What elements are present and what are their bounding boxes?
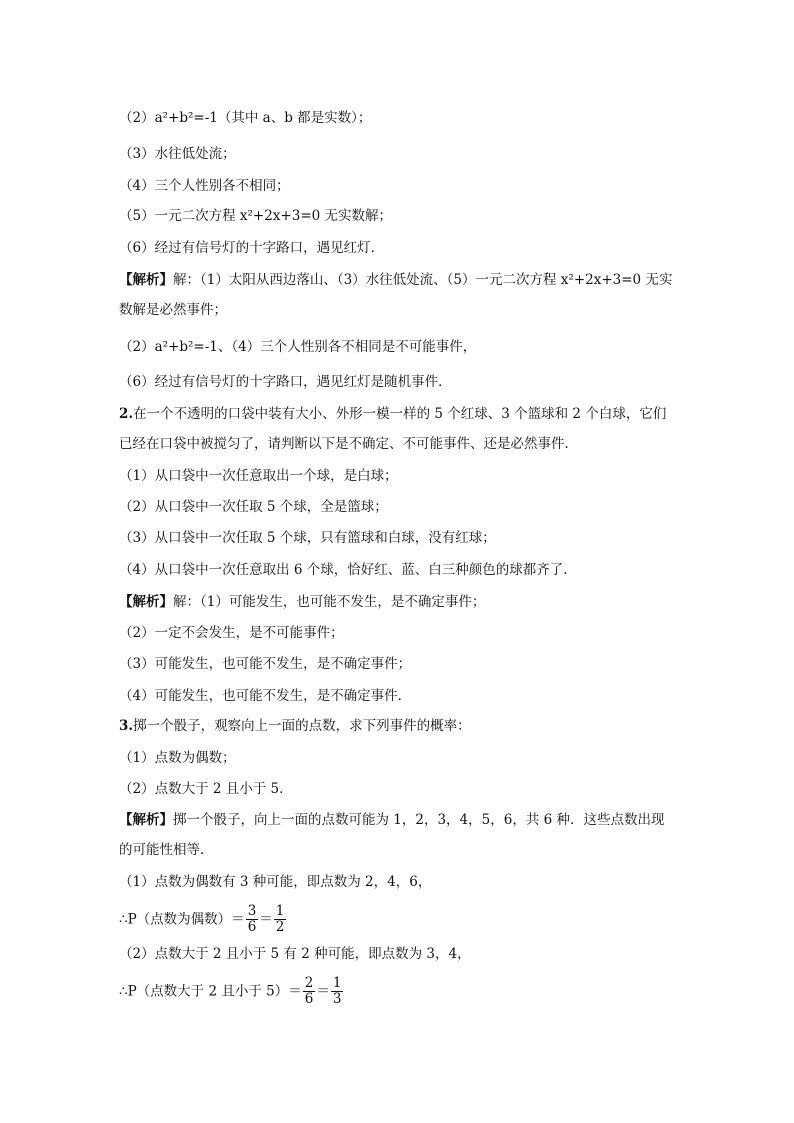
- text-line: （4）从口袋中一次任意取出 6 个球，恰好红、蓝、白三种颜色的球都齐了．: [119, 562, 577, 578]
- text-line: （3）可能发生，也可能不发生，是不确定事件；: [119, 656, 412, 672]
- analysis-tag: 【解析】: [119, 272, 173, 288]
- text-line: （6）经过有信号灯的十字路口，遇见红灯是随机事件．: [119, 374, 452, 390]
- text-line: （3）水往低处流；: [119, 146, 236, 162]
- analysis-tag: 【解析】: [119, 812, 173, 828]
- fraction: $\frac{1}{2}$: [275, 903, 285, 935]
- text-line: （5）一元二次方程 x²+2x+3=0 无实数解；: [119, 208, 393, 224]
- fraction: $\frac{2}{6}$: [304, 975, 314, 1007]
- text-line: （2）从口袋中一次任取 5 个球，全是篮球；: [119, 499, 388, 515]
- text-line: （1）点数为偶数有 3 种可能，即点数为 2，4，6，: [119, 874, 432, 890]
- text-line: （1）点数为偶数；: [119, 750, 236, 766]
- question-line: 3.掷一个骰子，观察向上一面的点数，求下列事件的概率：: [119, 718, 471, 734]
- text-line: 的可能性相等．: [119, 842, 214, 858]
- fraction: $\frac{1}{3}$: [332, 975, 342, 1007]
- text-line: （6）经过有信号灯的十字路口，遇见红灯．: [119, 240, 385, 256]
- text-line: （3）从口袋中一次任取 5 个球，只有篮球和白球，没有红球；: [119, 530, 496, 546]
- formula-line: ∴P（点数大于 2 且小于 5）＝ $\frac{2}{6}$ ＝ $\frac{1}{3}$: [119, 975, 342, 1007]
- question-number: 2.: [119, 406, 134, 422]
- text-line: （2）点数大于 2 且小于 5 有 2 种可能，即点数为 3，4，: [119, 946, 471, 962]
- question-number: 3.: [119, 718, 134, 734]
- text-line: （2）a²+b²=-1、（4）三个人性别各不相同是不可能事件，: [119, 339, 477, 355]
- analysis-line: 【解析】掷一个骰子，向上一面的点数可能为 1，2，3，4，5，6，共 6 种．这些点数出现: [119, 812, 665, 828]
- question-line: 2.在一个不透明的口袋中装有大小、外形一模一样的 5 个红球、3 个篮球和 2 个白球，它们: [119, 406, 667, 422]
- analysis-line: 【解析】解：（1）可能发生，也可能不发生，是不确定事件；: [119, 594, 486, 610]
- text-line: （1）从口袋中一次任意取出一个球，是白球；: [119, 468, 398, 484]
- text-line: 已经在口袋中被搅匀了，请判断以下是不确定、不可能事件、还是必然事件．: [119, 436, 578, 452]
- fraction: $\frac{3}{6}$: [247, 903, 257, 935]
- text-line: （2）点数大于 2 且小于 5．: [119, 781, 293, 797]
- formula-line: ∴P（点数为偶数）＝ $\frac{3}{6}$ ＝ $\frac{1}{2}$: [119, 903, 285, 935]
- text-line: （4）三个人性别各不相同；: [119, 178, 290, 194]
- text-line: （2）a²+b²=-1（其中 a、b 都是实数）；: [119, 110, 372, 126]
- analysis-tag: 【解析】: [119, 594, 173, 610]
- text-line: （4）可能发生，也可能不发生，是不确定事件．: [119, 688, 412, 704]
- text-line: （2）一定不会发生，是不可能事件；: [119, 625, 344, 641]
- text-line: 数解是必然事件；: [119, 302, 227, 318]
- analysis-line: 【解析】解：（1）太阳从西边落山、（3）水往低处流、（5）一元二次方程 x²+2x+3=0 无实: [119, 272, 673, 288]
